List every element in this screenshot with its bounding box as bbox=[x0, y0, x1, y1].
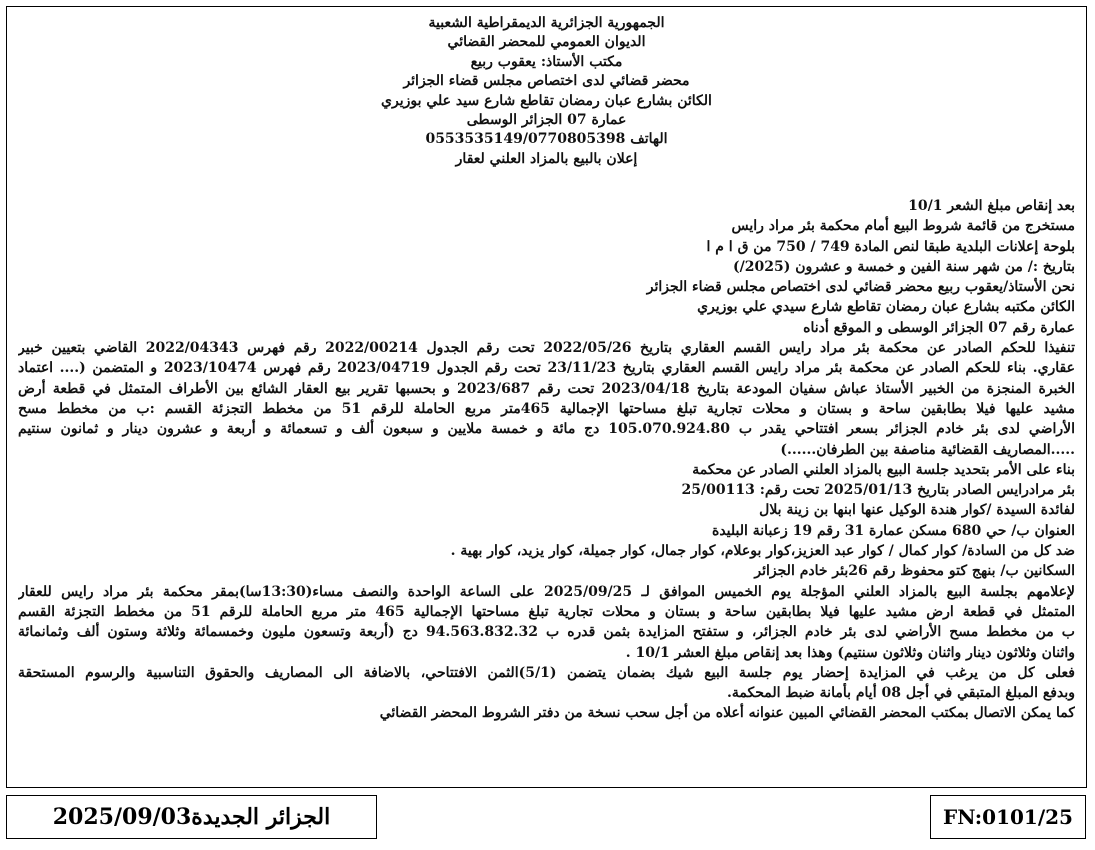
body-line: المتمثل في قطعة ارض مشيد عليها فيلا بطابقين ساحة و بستان و محلات تجارية تبلغ مساحتها الإجمالية 465 متر مربع الحاملة للرقم 51 من مخطط التجزئة القسم bbox=[18, 603, 1075, 620]
body-line: بعد إنقاص مبلغ الشعر 10/1 bbox=[908, 198, 1075, 214]
header-line-building: عمارة 07 الجزائر الوسطى bbox=[466, 112, 627, 129]
newspaper-date: الجزائر الجديدة2025/09/03 bbox=[52, 804, 331, 830]
notice-header bbox=[6, 14, 1087, 169]
body-line: ضد كل من السادة/ كوار كمال / كوار عبد العزيز،كوار بوعلام، كوار جمال، كوار جميلة، كوار يزيد، كوار بهية . bbox=[450, 543, 1075, 560]
body-line: السكانين ب/ بنهج كتو محفوظ رقم 26بئر خادم الجزائر bbox=[754, 563, 1075, 580]
header-line-phone: الهاتف 0553535149/0770805398 bbox=[425, 131, 668, 148]
body-line: بناء على الأمر بتحديد جلسة البيع بالمزاد العلني الصادر عن محكمة bbox=[692, 461, 1075, 478]
body-line: لإعلامهم بجلسة البيع بالمزاد العلني المؤجلة يوم الخميس الموافق لـ 2025/09/25 على الساعة الواحدة والنصف مساء(13:30سا)بمقر محكمة بئر مراد رايس للعقار bbox=[18, 583, 1075, 600]
body-line: تنفيذا للحكم الصادر عن محكمة بئر مراد رايس القسم العقاري بتاريخ 2022/05/26 تحت رقم الجدول 2022/00214 رقم فهرس 2022/04343 القاضي بتعيين خبير bbox=[18, 340, 1075, 357]
body-line: .....المصاريف القضائية مناصفة بين الطرفان......) bbox=[780, 441, 1075, 458]
header-line-address: الكائن بشارع عبان رمضان تقاطع شارع سيد علي بوزيري bbox=[381, 92, 712, 109]
body-line: بتاريخ :/ من شهر سنة الفين و خمسة و عشرون (2025/) bbox=[733, 258, 1075, 275]
body-line: وبدفع المبلغ المتبقي في أجل 08 أيام بأمانة ضبط المحكمة. bbox=[727, 685, 1075, 702]
body-line: الخبرة المنجزة من الخبير الأستاذ عباش سفيان المودعة بتاريخ 2023/04/18 تحت رقم 2023/687 و بحسبها تقرير بيع العقار الشائع بين الأطراف المتمثل في قطعة أرض bbox=[18, 380, 1075, 397]
body-line: ب من مخطط مسح الأراضي لدى بئر خادم الجزائر، و ستفتح المزايدة بثمن قدره ب 94.563.832.32 دج (أربعة وتسعون مليون وخمسمائة وثلاثة وستون ألف وثمانمائة bbox=[18, 624, 1075, 641]
file-number-box bbox=[930, 795, 1086, 839]
body-line: العنوان ب/ حي 680 مسكن عمارة 31 رقم 19 زعبانة البليدة bbox=[711, 522, 1075, 539]
header-line-bailiff: مكتب الأستاذ: يعقوب ربيع bbox=[470, 53, 623, 70]
body-line: لفائدة السيدة /كوار هندة الوكيل عنها ابنها بن زينة بلال bbox=[759, 502, 1075, 519]
header-line-jurisdiction: محضر قضائي لدى اختصاص مجلس قضاء الجزائر bbox=[403, 73, 690, 90]
body-line: مشيد عليها فيلا بطابقين ساحة و بستان و محلات تجارية تبلغ مساحتها الإجمالية 465متر مربع الحاملة للرقم 51 من مخطط التجزئة القسم :ب من مخطط مسح bbox=[18, 400, 1075, 417]
body-line: نحن الأستاذ/يعقوب ربيع محضر قضائي لدى اختصاص مجلس قضاء الجزائر bbox=[646, 279, 1075, 296]
body-line: واثنان وثلاثون دينار واثنان وثلاثون سنتيم) وهذا بعد إنقاص مبلغ العشر 10/1 . bbox=[625, 644, 1075, 661]
body-line: بلوحة إعلانات البلدية طبقا لنص المادة 749 / 750 من ق ا م ا bbox=[706, 238, 1075, 255]
notice-body bbox=[18, 196, 1075, 724]
body-line: عقاري. بناء للحكم الصادر عن محكمة بئر مراد رايس القسم العقاري بتاريخ 23/11/23 تحت رقم الجدول 2023/04719 رقم فهرس 2023/10474 و المتضمن (.... اعتماد bbox=[18, 360, 1075, 377]
body-line: بئر مرادرايس الصادر بتاريخ 2025/01/13 تحت رقم: 25/00113 bbox=[681, 482, 1075, 499]
body-line: عمارة رقم 07 الجزائر الوسطى و الموقع أدناه bbox=[803, 319, 1075, 336]
notice-title: إعلان بالبيع بالمزاد العلني لعقار bbox=[455, 150, 638, 167]
body-line: فعلى كل من يرغب في المزايدة إحضار يوم جلسة البيع شيك بضمان يتضمن (5/1)الثمن الافتتاحي، بالاضافة الى المصاريف والحقوق التناسبية والرسوم المستحقة bbox=[18, 664, 1075, 681]
newspaper-date-box bbox=[6, 795, 377, 839]
body-line: مستخرج من قائمة شروط البيع أمام محكمة بئر مراد رايس bbox=[731, 218, 1075, 235]
file-number: FN:0101/25 bbox=[943, 805, 1073, 829]
header-line-republic: الجمهورية الجزائرية الديمقراطية الشعبية bbox=[428, 15, 665, 31]
body-line: كما يمكن الاتصال بمكتب المحضر القضائي المبين عنوانه أعلاه من أجل سحب نسخة من دفتر الشروط المحضر القضائي bbox=[379, 705, 1075, 722]
body-line: الأراضي لدى بئر خادم الجزائر بسعر افتتاحي يقدر ب 105.070.924.80 دج مائة و خمسة ملايين و سبعون ألف و تسعمائة و أربعة و عشرون دينار و ثمانون سنتيم bbox=[18, 421, 1075, 438]
body-line: الكائن مكتبه بشارع عبان رمضان تقاطع شارع سيدي علي بوزيري bbox=[697, 299, 1075, 316]
header-line-office: الديوان العمومي للمحضر القضائي bbox=[447, 34, 646, 51]
